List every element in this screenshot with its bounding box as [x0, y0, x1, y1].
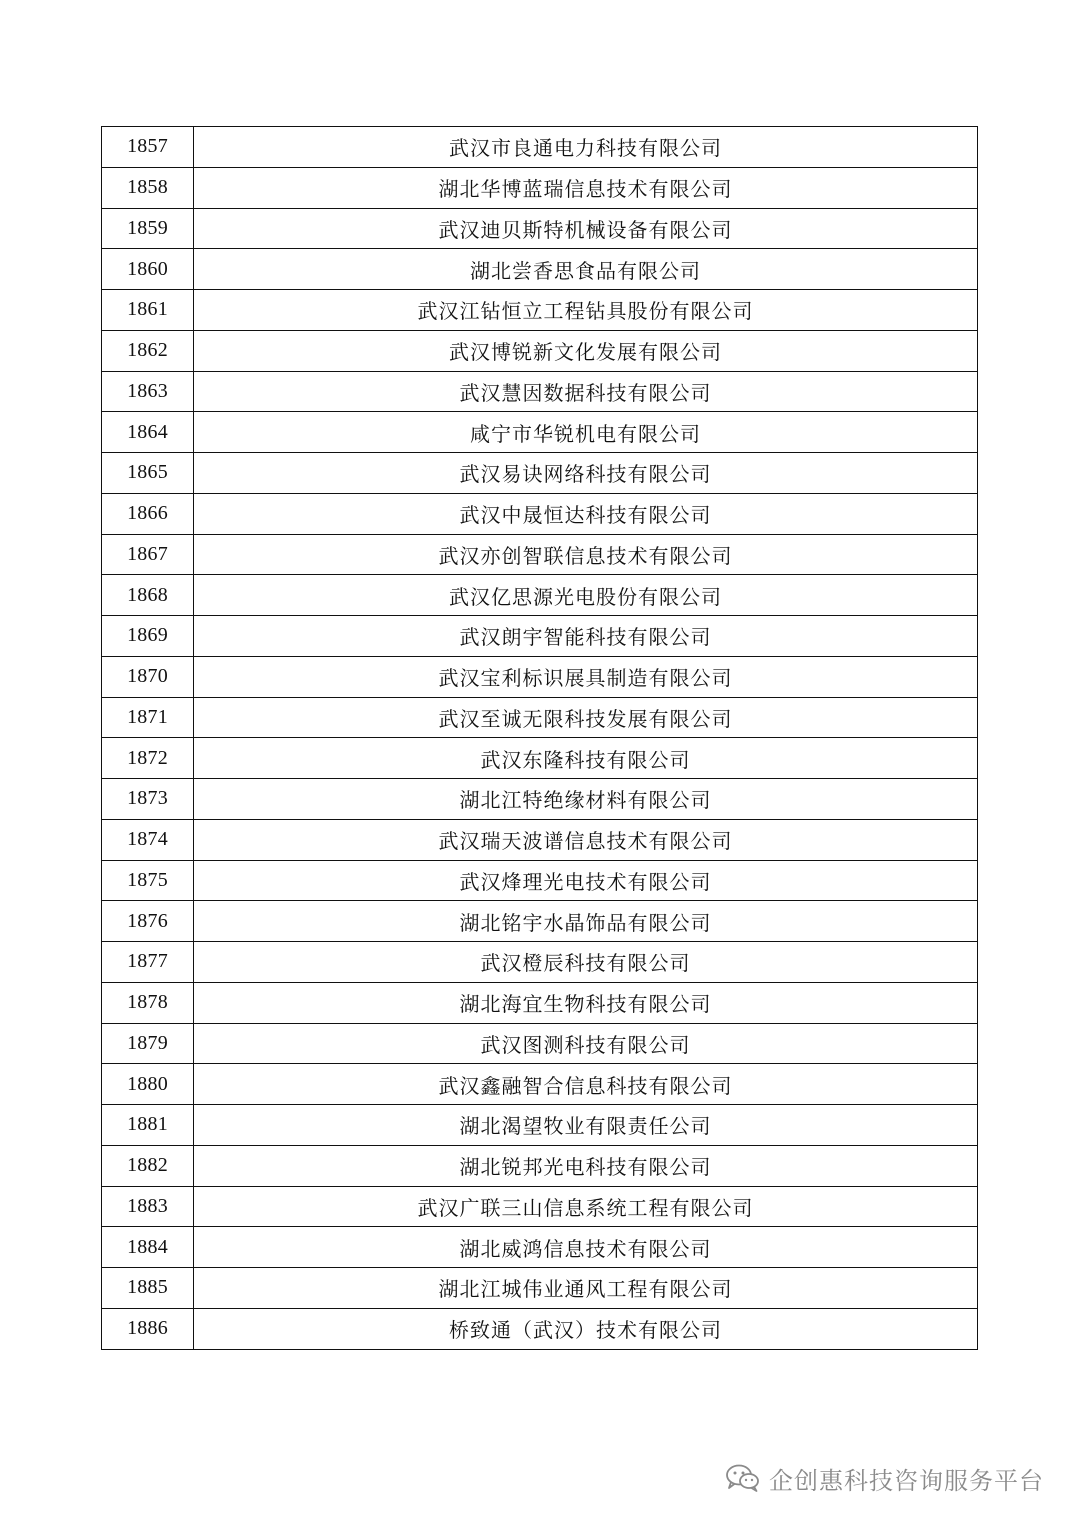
- row-number-cell: 1860: [102, 249, 194, 290]
- table-row: [102, 1145, 978, 1186]
- company-name-cell: 武汉迪贝斯特机械设备有限公司: [194, 208, 978, 249]
- company-name-cell: 武汉市良通电力科技有限公司: [194, 127, 978, 168]
- company-name-cell: 武汉烽理光电技术有限公司: [194, 860, 978, 901]
- table-row: [102, 1023, 978, 1064]
- company-name-cell: 湖北江城伟业通风工程有限公司: [194, 1268, 978, 1309]
- table-body: [102, 127, 978, 1350]
- company-list-table: [101, 126, 978, 1350]
- row-number-cell: 1867: [102, 534, 194, 575]
- row-number-cell: 1859: [102, 208, 194, 249]
- company-name-cell: 湖北威鸿信息技术有限公司: [194, 1227, 978, 1268]
- table-row: [102, 819, 978, 860]
- company-name-cell: 武汉江钻恒立工程钻具股份有限公司: [194, 290, 978, 331]
- row-number-cell: 1883: [102, 1186, 194, 1227]
- company-name-cell: 武汉亦创智联信息技术有限公司: [194, 534, 978, 575]
- table-row: [102, 453, 978, 494]
- company-name-cell: 湖北华博蓝瑞信息技术有限公司: [194, 167, 978, 208]
- row-number-cell: 1875: [102, 860, 194, 901]
- row-number-cell: 1864: [102, 412, 194, 453]
- row-number-cell: 1876: [102, 901, 194, 942]
- row-number-cell: 1857: [102, 127, 194, 168]
- row-number-cell: 1866: [102, 493, 194, 534]
- table-row: [102, 330, 978, 371]
- table-row: [102, 942, 978, 983]
- table-row: [102, 738, 978, 779]
- row-number-cell: 1874: [102, 819, 194, 860]
- table-row: [102, 616, 978, 657]
- table-row: [102, 1105, 978, 1146]
- company-name-cell: 咸宁市华锐机电有限公司: [194, 412, 978, 453]
- table-row: [102, 167, 978, 208]
- company-name-cell: 武汉瑞天波谱信息技术有限公司: [194, 819, 978, 860]
- company-name-cell: 武汉鑫融智合信息科技有限公司: [194, 1064, 978, 1105]
- table-row: [102, 697, 978, 738]
- table-row: [102, 534, 978, 575]
- row-number-cell: 1862: [102, 330, 194, 371]
- company-name-cell: 湖北锐邦光电科技有限公司: [194, 1145, 978, 1186]
- company-name-cell: 武汉东隆科技有限公司: [194, 738, 978, 779]
- table-row: [102, 1308, 978, 1349]
- table-row: [102, 779, 978, 820]
- company-name-cell: 武汉朗宇智能科技有限公司: [194, 616, 978, 657]
- table-row: [102, 575, 978, 616]
- watermark: [725, 1458, 1044, 1498]
- table-row: [102, 860, 978, 901]
- table-row: [102, 1227, 978, 1268]
- company-name-cell: 武汉博锐新文化发展有限公司: [194, 330, 978, 371]
- row-number-cell: 1879: [102, 1023, 194, 1064]
- company-name-cell: 武汉广联三山信息系统工程有限公司: [194, 1186, 978, 1227]
- row-number-cell: 1858: [102, 167, 194, 208]
- row-number-cell: 1881: [102, 1105, 194, 1146]
- row-number-cell: 1865: [102, 453, 194, 494]
- row-number-cell: 1878: [102, 982, 194, 1023]
- wechat-icon: [725, 1463, 761, 1493]
- row-number-cell: 1885: [102, 1268, 194, 1309]
- table-row: [102, 1186, 978, 1227]
- row-number-cell: 1868: [102, 575, 194, 616]
- watermark-text: 企创惠科技咨询服务平台: [769, 1466, 1044, 1495]
- row-number-cell: 1882: [102, 1145, 194, 1186]
- table-row: [102, 208, 978, 249]
- company-name-cell: 湖北海宜生物科技有限公司: [194, 982, 978, 1023]
- table-row: [102, 1268, 978, 1309]
- company-name-cell: 湖北铭宇水晶饰品有限公司: [194, 901, 978, 942]
- table-row: [102, 656, 978, 697]
- company-name-cell: 湖北江特绝缘材料有限公司: [194, 779, 978, 820]
- row-number-cell: 1873: [102, 779, 194, 820]
- table-row: [102, 493, 978, 534]
- company-name-cell: 武汉图测科技有限公司: [194, 1023, 978, 1064]
- company-name-cell: 桥致通（武汉）技术有限公司: [194, 1308, 978, 1349]
- row-number-cell: 1869: [102, 616, 194, 657]
- company-name-cell: 武汉橙辰科技有限公司: [194, 942, 978, 983]
- table-row: [102, 412, 978, 453]
- company-name-cell: 武汉宝利标识展具制造有限公司: [194, 656, 978, 697]
- table-row: [102, 982, 978, 1023]
- row-number-cell: 1884: [102, 1227, 194, 1268]
- company-name-cell: 武汉至诚无限科技发展有限公司: [194, 697, 978, 738]
- row-number-cell: 1861: [102, 290, 194, 331]
- table-row: [102, 290, 978, 331]
- row-number-cell: 1872: [102, 738, 194, 779]
- table-row: [102, 1064, 978, 1105]
- row-number-cell: 1880: [102, 1064, 194, 1105]
- company-name-cell: 湖北尝香思食品有限公司: [194, 249, 978, 290]
- table-row: [102, 249, 978, 290]
- table-row: [102, 127, 978, 168]
- company-name-cell: 武汉亿思源光电股份有限公司: [194, 575, 978, 616]
- row-number-cell: 1871: [102, 697, 194, 738]
- row-number-cell: 1877: [102, 942, 194, 983]
- row-number-cell: 1886: [102, 1308, 194, 1349]
- row-number-cell: 1863: [102, 371, 194, 412]
- company-name-cell: 湖北渴望牧业有限责任公司: [194, 1105, 978, 1146]
- company-name-cell: 武汉易诀网络科技有限公司: [194, 453, 978, 494]
- table-row: [102, 901, 978, 942]
- company-name-cell: 武汉中晟恒达科技有限公司: [194, 493, 978, 534]
- row-number-cell: 1870: [102, 656, 194, 697]
- company-name-cell: 武汉慧因数据科技有限公司: [194, 371, 978, 412]
- table-row: [102, 371, 978, 412]
